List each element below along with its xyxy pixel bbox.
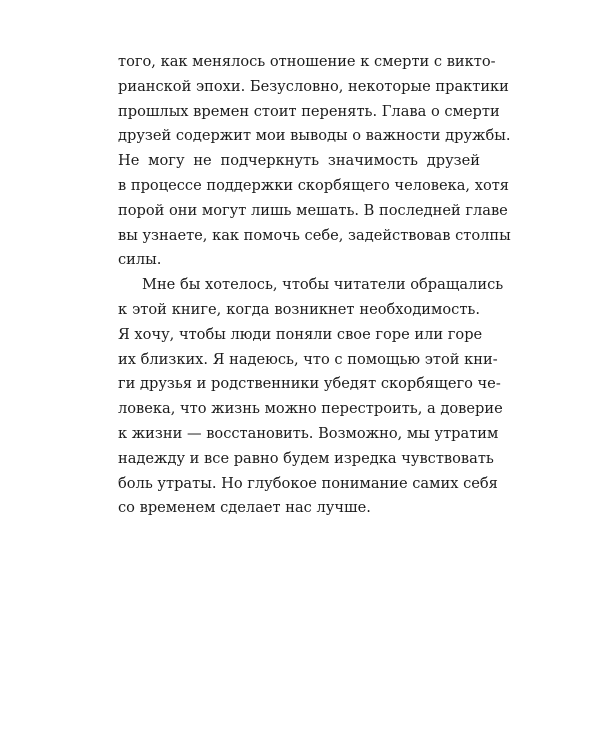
text-line: в процессе поддержки скорбящего человека, хотя xyxy=(118,176,510,194)
text-line: порой они могут лишь мешать. В последней главе xyxy=(118,201,508,219)
body-text xyxy=(118,50,511,521)
text-line: того, как менялось отношение к смерти с викто- xyxy=(118,53,496,70)
text-line: ги друзья и родственники убедят скорбящего че- xyxy=(118,375,501,393)
text-line: вы узнаете, как помочь себе, задействовав столпы xyxy=(118,226,511,244)
paragraph-1 xyxy=(118,50,511,273)
text-line: боль утраты. Но глубокое понимание самих себя xyxy=(118,474,498,492)
text-line: к жизни — восстановить. Возможно, мы утратим xyxy=(118,424,499,442)
text-line: Не могу не подчеркнуть значимость друзей xyxy=(118,152,480,170)
text-line: их близких. Я надеюсь, что с помощью этой кни- xyxy=(118,350,498,368)
text-line: Мне бы хотелось, чтобы читатели обращались xyxy=(142,276,504,294)
text-line: к этой книге, когда возникнет необходимость. xyxy=(118,300,480,318)
text-line: надежду и все равно будем изредка чувствовать xyxy=(118,449,494,467)
text-line: рианской эпохи. Безусловно, некоторые практики xyxy=(118,77,509,95)
text-line: ловека, что жизнь можно перестроить, а доверие xyxy=(118,400,503,418)
text-line: силы. xyxy=(118,251,162,269)
text-line: со временем сделает нас лучше. xyxy=(118,499,371,517)
text-line: друзей содержит мои выводы о важности дружбы. xyxy=(118,127,511,145)
text-line: Я хочу, чтобы люди поняли свое горе или горе xyxy=(118,325,483,343)
text-line: прошлых времен стоит перенять. Глава о смерти xyxy=(118,102,500,120)
paragraph-2 xyxy=(118,273,504,521)
